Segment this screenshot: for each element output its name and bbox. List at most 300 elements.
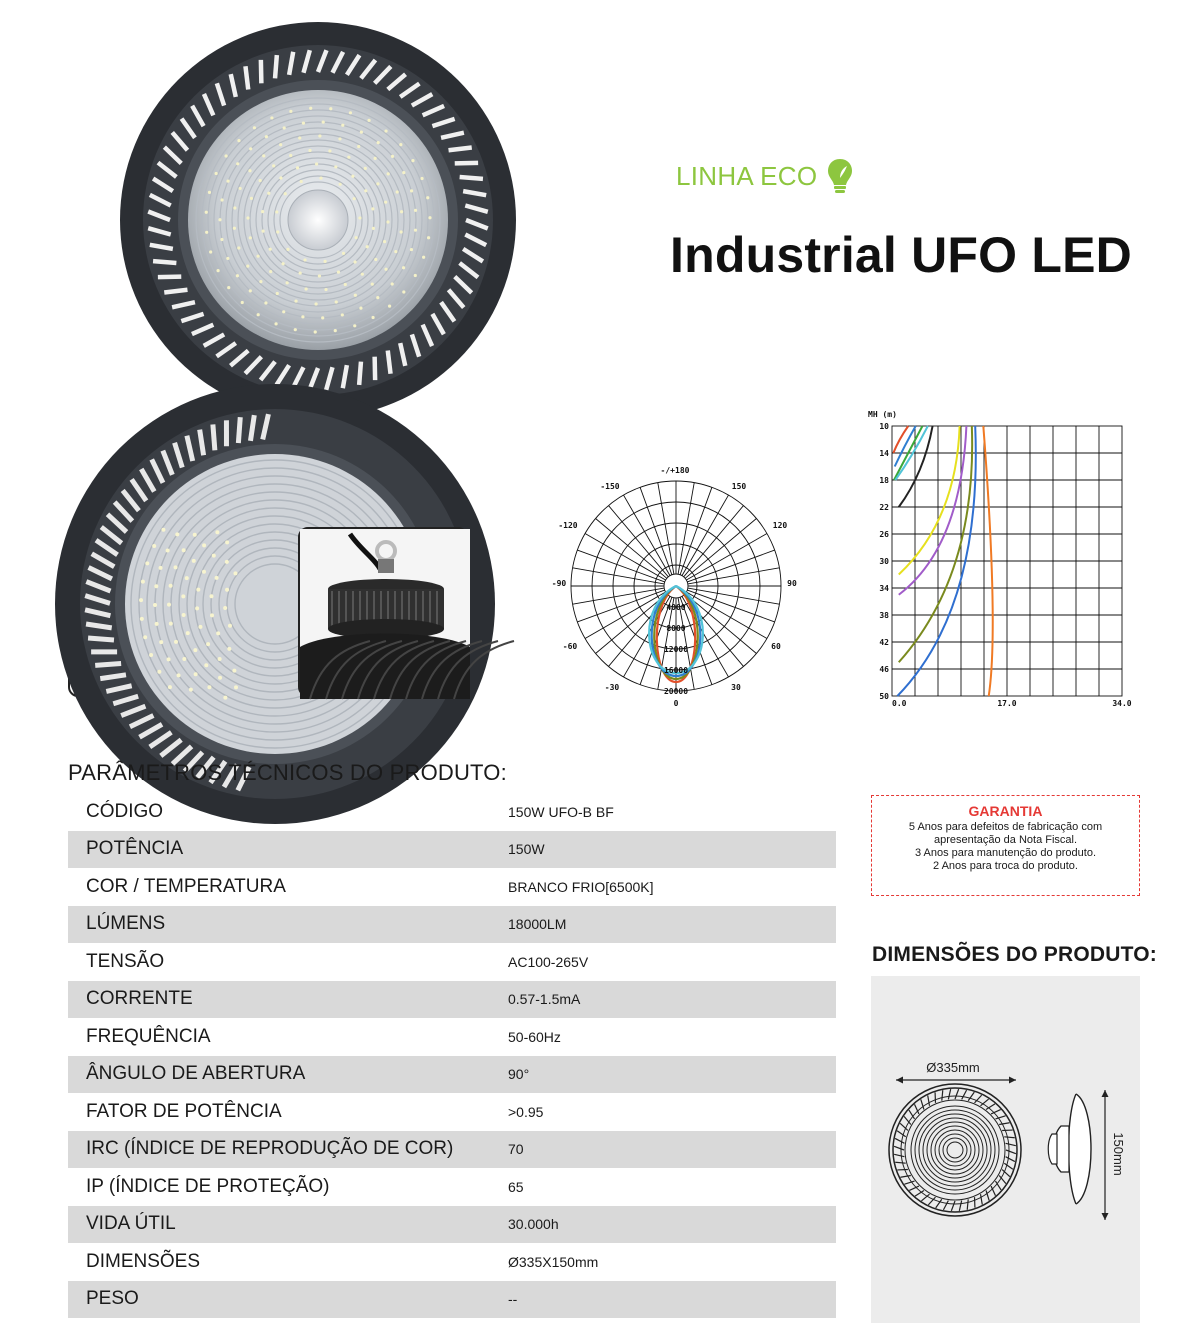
led-chip [193,533,197,537]
led-chip [205,231,208,234]
polar-ring-label: 8000 [666,624,686,633]
led-chip [414,274,417,277]
led-chip [174,565,178,569]
led-chip [174,640,178,644]
front-vent [1006,1150,1016,1154]
param-label: FATOR DE POTÊNCIA [86,1100,282,1122]
param-value: 18000LM [508,916,567,933]
led-chip [374,157,377,160]
led-chip [420,177,423,180]
led-chip [314,302,317,305]
led-chip [360,131,363,134]
led-chip [391,155,394,158]
led-chip [205,211,208,214]
led-chip [304,287,307,290]
led-chip [301,315,304,318]
mh-series-line [899,426,960,575]
led-chip [347,156,350,159]
front-outline [889,1084,1021,1216]
param-label: VIDA ÚTIL [86,1213,176,1235]
led-chip [377,141,380,144]
polar-grid-spoke [573,568,665,584]
led-chip [218,657,222,661]
led-chip [308,149,311,152]
param-value: 0.57-1.5mA [508,991,581,1008]
led-chip [349,111,352,114]
led-chip [286,248,289,251]
led-chip [276,230,279,233]
led-chip [152,544,156,548]
front-vent [928,1095,930,1105]
mh-y-tick: 30 [879,557,889,566]
mh-y-tick: 46 [879,665,889,674]
led-chip [204,663,208,667]
led-chip [167,657,171,661]
mh-y-tick: 14 [879,449,889,458]
led-chip [248,169,251,172]
front-lens-ring [935,1130,975,1170]
led-chip [265,135,268,138]
led-chip [410,248,413,251]
param-row [68,868,836,906]
led-chip [154,584,158,588]
params-heading: PARÂMETROS TÉCNICOS DO PRODUTO: [68,760,507,785]
led-chip [410,189,413,192]
warranty-line: 2 Anos para troca do produto. [933,860,1078,872]
led-chip [166,548,170,552]
led-chip [339,183,342,186]
param-row [68,1281,836,1319]
warranty-line: 3 Anos para manutenção do produto. [914,847,1097,859]
led-chip [256,255,259,258]
param-row [68,981,836,1019]
polar-label-m30: -30 [604,683,620,692]
led-chip [198,625,202,629]
led-chip [181,594,185,598]
param-row [68,1131,836,1169]
front-outline [893,1088,1017,1212]
led-chip [202,570,206,574]
warranty-title: GARANTIA [968,803,1043,819]
led-chip [233,571,237,575]
mh-y-tick: 34 [879,584,889,593]
led-chip [364,189,367,192]
led-chip [246,216,249,219]
front-lens-ring [939,1134,971,1166]
polar-label-p30: 30 [731,683,741,692]
led-chip [427,236,430,239]
dimensions-heading: DIMENSÕES DO PRODUTO: [872,943,1158,966]
front-vent [955,1089,959,1099]
led-chip [353,197,356,200]
led-chip [224,154,227,157]
led-chip [175,532,179,536]
led-chip [371,316,374,319]
led-chip [177,673,181,677]
param-label: LÚMENS [86,913,166,935]
led-chip [400,230,403,233]
led-chip [167,603,171,607]
polar-grid-spoke [658,483,674,575]
polar-label-p90: 90 [787,579,797,588]
led-chip [351,175,354,178]
led-chip [215,576,219,580]
vent-slot [95,664,121,666]
polar-grid-spoke [688,588,780,604]
param-value: -- [508,1291,518,1308]
polar-label-m120: -120 [558,521,578,530]
mh-x-tick: 17.0 [997,699,1017,708]
led-chip [399,143,402,146]
vent-slot [275,55,277,78]
led-chip [309,107,312,110]
led-chip [140,617,144,621]
led-chip [302,121,305,124]
polar-label-p150: 150 [731,482,747,491]
vent-slot [388,351,391,374]
led-chip [145,561,149,565]
param-row [68,1243,836,1281]
mounting-height-chart [866,408,1142,710]
led-chip [294,299,297,302]
led-chip [249,236,252,239]
led-chip [400,210,403,213]
led-chip [246,265,249,268]
led-chip [182,613,186,617]
led-chip [153,603,157,607]
param-value: 65 [508,1178,524,1195]
led-chip [286,281,289,284]
mh-series-line [893,426,908,453]
led-chip [279,143,282,146]
led-chip [182,548,186,552]
param-label: DIMENSÕES [86,1250,201,1272]
led-chip [289,154,292,157]
param-row [68,1168,836,1206]
polar-grid-spoke [573,588,665,604]
led-chip [218,218,221,221]
led-chip [223,606,227,610]
led-chip [262,230,265,233]
led-chip [210,613,214,617]
led-closeup-photo [70,529,240,699]
led-chip [275,210,278,213]
param-label: CÓDIGO [86,800,164,822]
led-chip [141,580,145,584]
param-value: 90° [508,1066,530,1083]
front-vent [943,1201,948,1210]
led-chip [367,119,370,122]
led-chip [270,116,273,119]
vent-slot [460,177,483,179]
led-chip [234,685,238,689]
led-chip [334,329,337,332]
param-label: TENSÃO [86,950,165,972]
led-chip [376,296,379,299]
led-chip [227,286,230,289]
height-label: 150mm [1111,1132,1126,1176]
led-chip [193,648,197,652]
led-chip [342,252,345,255]
led-chip [334,165,337,168]
led-chip [279,176,282,179]
led-chip [353,324,356,327]
led-chip [241,301,244,304]
polar-ring-label: 12000 [663,645,689,654]
led-chip [237,139,240,142]
param-row [68,793,836,831]
led-chip [355,236,358,239]
led-chip [223,696,227,700]
led-chip [186,631,190,635]
led-chip [215,172,218,175]
param-row [68,831,836,869]
led-chip [261,210,264,213]
mh-x-tick: 0.0 [892,699,907,708]
mh-y-tick: 22 [879,503,889,512]
led-chip [341,313,344,316]
led-chip [315,162,318,165]
led-chip [396,190,399,193]
led-chip [371,283,374,286]
led-chip [212,554,216,558]
led-chip [364,167,367,170]
product-line-badge [676,158,853,194]
led-chip [232,669,236,673]
param-row [68,1018,836,1056]
thumbnail-led-closeup[interactable] [68,527,238,697]
led-chip [374,258,377,261]
vent-slot [449,147,472,150]
led-chip [323,260,326,263]
led-chip [353,260,356,263]
front-vent [962,1090,967,1099]
led-chip [282,310,285,313]
front-vent [1006,1157,1015,1162]
param-value: AC100-265V [508,953,589,970]
led-chip [354,294,357,297]
polar-label-m90: -90 [551,579,567,588]
led-chip [195,606,199,610]
front-vent [895,1162,905,1163]
front-ring [901,1096,1009,1204]
led-chip [227,647,231,651]
led-chip [269,270,272,273]
dimensions-panel [871,976,1140,1323]
led-chip [169,622,173,626]
led-chip [226,180,229,183]
mh-axis-label: MH (m) [868,410,897,419]
front-vent [967,1199,968,1210]
led-chip [314,330,317,333]
led-chip [344,283,347,286]
param-value: 150W UFO-B BF [508,803,614,820]
led-chip [384,268,387,271]
led-chip [299,271,302,274]
led-chip [372,227,375,230]
led-chip [341,124,344,127]
param-value: BRANCO FRIO[6500K] [508,878,654,895]
led-chip [300,180,303,183]
led-chip [216,631,220,635]
polar-grid-spoke [688,568,780,584]
mh-y-tick: 50 [879,692,889,701]
front-lens-ring [931,1126,979,1174]
led-chip [228,624,232,628]
mh-y-tick: 42 [879,638,889,647]
led-chip [388,305,391,308]
front-lens-ring [911,1106,999,1194]
polar-ring-label: 16000 [663,666,689,675]
led-chip [329,107,332,110]
led-chip [185,576,189,580]
vent-slot [213,424,215,450]
led-chip [296,166,299,169]
mh-y-tick: 26 [879,530,889,539]
mh-y-tick: 10 [879,422,889,431]
led-chip [159,566,163,570]
param-label: POTÊNCIA [86,838,184,860]
led-chip [209,250,212,253]
param-label: IP (ÍNDICE DE PROTEÇÃO) [86,1175,330,1197]
led-chip [225,540,229,544]
warranty-line: 5 Anos para defeitos de fabricação com [908,821,1103,833]
front-vent [894,1146,904,1150]
front-vent [895,1138,904,1143]
led-chip [414,229,417,232]
led-chip [202,543,206,547]
front-vent [959,1201,961,1211]
led-chip [411,159,414,162]
vent-slot [238,417,240,443]
led-chip [371,207,374,210]
polar-label-m150: -150 [600,482,620,491]
led-chip [208,191,211,194]
led-chip [402,171,405,174]
led-chip [206,642,210,646]
led-chip [272,164,275,167]
led-chip [237,246,240,249]
led-chip [391,282,394,285]
led-chip [262,154,265,157]
vent-slot [359,362,361,385]
param-value: 50-60Hz [508,1028,561,1045]
led-chip [366,245,369,248]
led-chip [328,149,331,152]
led-chip [414,209,417,212]
polar-ring-label: 4000 [666,603,686,612]
front-ring [905,1100,1005,1200]
led-chip [303,258,306,261]
led-chip [402,266,405,269]
led-chip [259,280,262,283]
led-chip [269,248,272,251]
param-value: >0.95 [508,1103,544,1120]
warranty-box [871,795,1140,896]
led-chip [189,688,193,692]
polar-label-p120: 120 [772,521,788,530]
param-value: Ø335X150mm [508,1253,599,1270]
param-label: FREQUÊNCIA [86,1025,211,1047]
vent-slot [153,261,176,263]
led-chip [249,289,252,292]
led-chip [335,300,338,303]
param-label: CORRENTE [86,988,193,1010]
led-chip [157,670,161,674]
led-chip [226,257,229,260]
vent-slot [164,290,187,293]
front-vent [951,1201,955,1211]
param-row [68,1206,836,1244]
led-chip [236,274,239,277]
product-line-label: LINHA ECO [676,160,818,191]
thumbnail-heatsink[interactable] [298,527,468,697]
led-chip [225,588,229,592]
mh-y-tick: 38 [879,611,889,620]
vent-slot [245,66,248,89]
led-chip [233,206,236,209]
led-chip [281,262,284,265]
front-vent [1004,1137,1014,1138]
led-chip [386,220,389,223]
heatsink-photo [300,529,470,699]
polar-grid-spoke [678,483,694,575]
product-title: Industrial UFO LED [670,227,1132,283]
front-vent [900,1176,910,1178]
led-chip [253,126,256,129]
led-chip [383,240,386,243]
led-chip [294,328,297,331]
param-label: PESO [86,1288,139,1310]
led-chip [207,685,211,689]
led-chip [216,269,219,272]
led-chip [159,640,163,644]
led-chip [318,134,321,137]
polar-label-p60: 60 [771,642,781,651]
led-chip [324,288,327,291]
front-lens-ring [923,1118,987,1182]
led-chip [264,301,267,304]
led-chip [428,216,431,219]
vent-slot [88,638,114,640]
led-chip [337,271,340,274]
param-value: 70 [508,1141,524,1158]
param-value: 150W [508,841,545,858]
led-chip [196,588,200,592]
front-vent [948,1089,950,1099]
led-chip [149,653,153,657]
polar-label-top: -/+180 [660,466,690,475]
polar-light-distribution-chart [551,462,800,712]
led-chip [267,192,270,195]
param-row [68,1056,836,1094]
lightbulb-leaf-icon [827,158,853,194]
front-vent [981,1194,983,1204]
front-vent [894,1154,904,1156]
polar-label-bottom: 0 [673,699,679,708]
led-chip [322,121,325,124]
led-chip [220,198,223,201]
led-chip [182,657,186,661]
led-chip [139,598,143,602]
led-chip [250,197,253,200]
front-vent [1006,1143,1016,1145]
led-chip [422,256,425,259]
led-chip [426,196,429,199]
param-row [68,1093,836,1131]
led-chip [298,136,301,139]
led-chip [259,179,262,182]
